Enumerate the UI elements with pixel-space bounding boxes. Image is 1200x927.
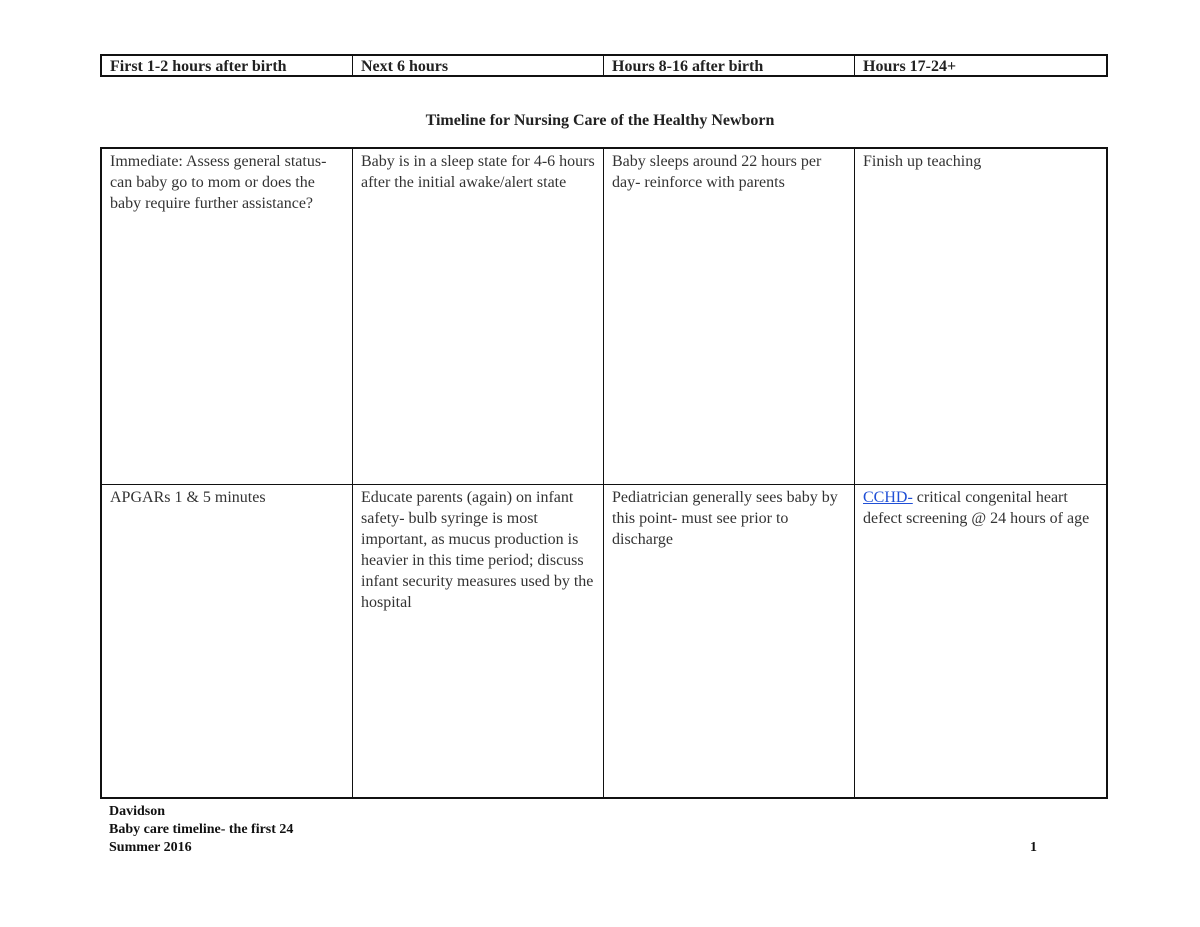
header-cell-hours-8-16: Hours 8-16 after birth [604,56,855,75]
table-cell-cchd [855,485,1106,797]
header-cell-hours-17-24: Hours 17-24+ [863,58,957,75]
table-cell: Finish up teaching [855,149,1106,485]
table-cell: Educate parents (again) on infant safety- bulb syringe is most important, as mucus production is heavier in this time period; discuss infant security measures used by the hospital [353,485,604,797]
table-cell: APGARs 1 & 5 minutes [102,485,353,797]
table-cell: Immediate: Assess general status- can baby go to mom or does the baby require further assistance? [102,149,353,485]
page-number: 1 [1030,840,1037,855]
footer [109,803,293,857]
footer-term: Summer 2016 [109,840,192,855]
footer-doc-title: Baby care timeline- the first 24 [109,822,294,837]
table-cell: Pediatrician generally sees baby by this point- must see prior to discharge [604,485,855,797]
header-cell-first-1-2-hours: First 1-2 hours after birth [102,56,353,75]
cchd-description: critical congenital heart defect screening @ 24 hours of age [863,489,1090,527]
header-cell-next-6-hours: Next 6 hours [353,56,604,75]
table-cell: Baby is in a sleep state for 4-6 hours after the initial awake/alert state [353,149,604,485]
header-table [100,54,1108,77]
table-cell: Baby sleeps around 22 hours per day- reinforce with parents [604,149,855,485]
cchd-link[interactable]: CCHD- [863,489,913,506]
footer-author: Davidson [109,804,166,819]
timeline-table [100,147,1108,799]
document-title: Timeline for Nursing Care of the Healthy Newborn [425,112,775,129]
